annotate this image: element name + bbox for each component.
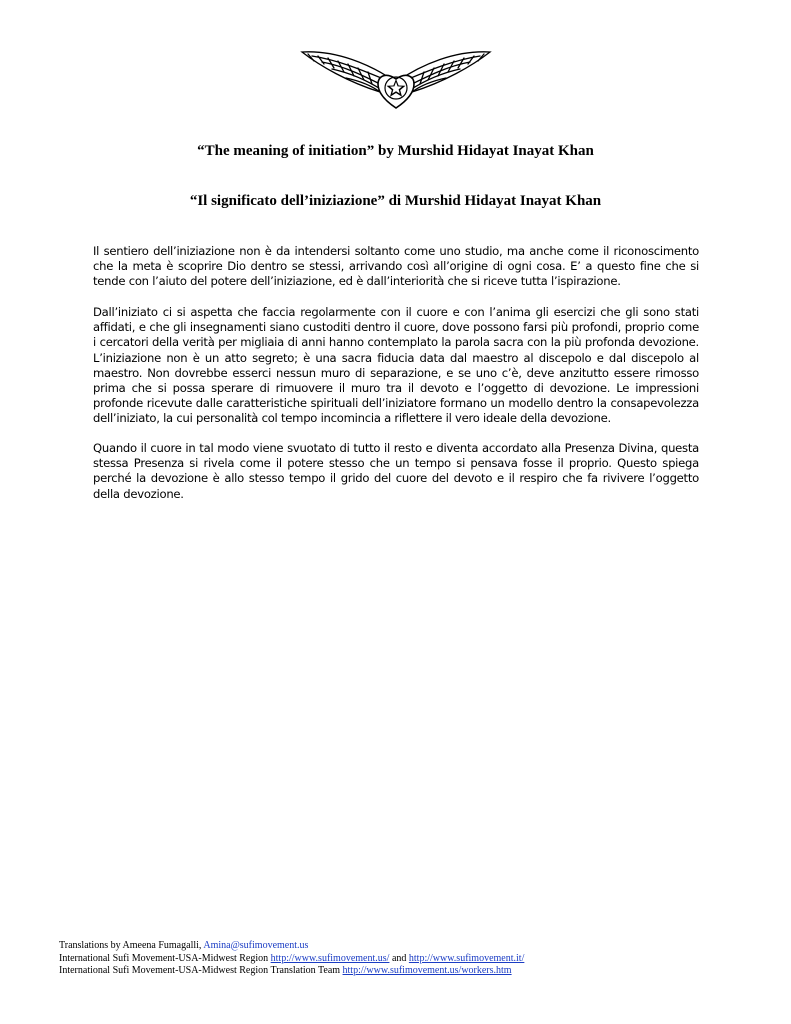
footer-translator-text: Translations by Ameena Fumagalli, <box>59 940 204 951</box>
paragraph-2: Dall’iniziato ci si aspetta che faccia regolarmente con il cuore e con l’anima gli esercizi che gli sono stati affidati, e che gli insegnamenti siano custoditi dentro il cuore, dove possono farsi più profondi, proprio come i cercatori della verità per migliaia di anni hanno contemplato la parola sacra con la più profonda devozione. L’iniziazione non è un atto segreto; è una sacra fiducia data dal maestro al discepolo e dal discepolo al maestro. Non dovrebbe esserci nessun muro di separazione, e se uno c’è, deve anzitutto essere rimosso prima che si possa sperare di rimuovere il muro tra il devoto e l’oggetto di devozione. Le impressioni profonde ricevute dalle caratteristiche spirituali dell’iniziatore formano un modello dentro la consapevolezza dell’iniziato, la cui personalità col tempo incomincia a riflettere il vero ideale della devozione. <box>93 305 699 426</box>
footer-link-workers[interactable]: http://www.sufimovement.us/workers.htm <box>342 965 512 976</box>
footer-link-it[interactable]: http://www.sufimovement.it/ <box>408 952 525 964</box>
footer-region-text: International Sufi Movement-USA-Midwest Region <box>59 952 271 964</box>
footer-line-translator <box>59 940 699 953</box>
paragraph-3: Quando il cuore in tal modo viene svuotato di tutto il resto e diventa accordato alla Presenza Divina, questa stessa Presenza si rivela come il potere stesso che un tempo si pensava fosse il proprio. Questo spiega perché la devozione è allo stesso tempo il grido del cuore del devoto e il respiro che fa rivivere l’oggetto della devozione. <box>93 441 699 501</box>
footer-and-text: and <box>389 952 409 964</box>
footer-email-link[interactable]: Amina@sufimovement.us <box>203 940 309 951</box>
footer-line-team <box>59 965 699 978</box>
footer-team-text: International Sufi Movement-USA-Midwest Region Translation Team <box>59 965 343 976</box>
title-italian: “Il significato dell’iniziazione” di Murshid Hidayat Inayat Khan <box>189 193 602 209</box>
footer-link-us[interactable]: http://www.sufimovement.us/ <box>270 952 390 964</box>
title-english: “The meaning of initiation” by Murshid Hidayat Inayat Khan <box>197 143 594 159</box>
footer <box>59 940 699 978</box>
winged-heart-star-icon <box>298 46 494 112</box>
paragraph-1: Il sentiero dell’iniziazione non è da intendersi soltanto come uno studio, ma anche come il riconoscimento che la meta è scoprire Dio dentro se stessi, arrivando così all’origine di ogni cosa. E’ a questo fine che si tende con l’aiuto del potere dell’iniziazione, ed è dall’interiorità che si riceve tutta l’ispirazione. <box>93 244 699 289</box>
footer-line-region <box>59 953 699 966</box>
